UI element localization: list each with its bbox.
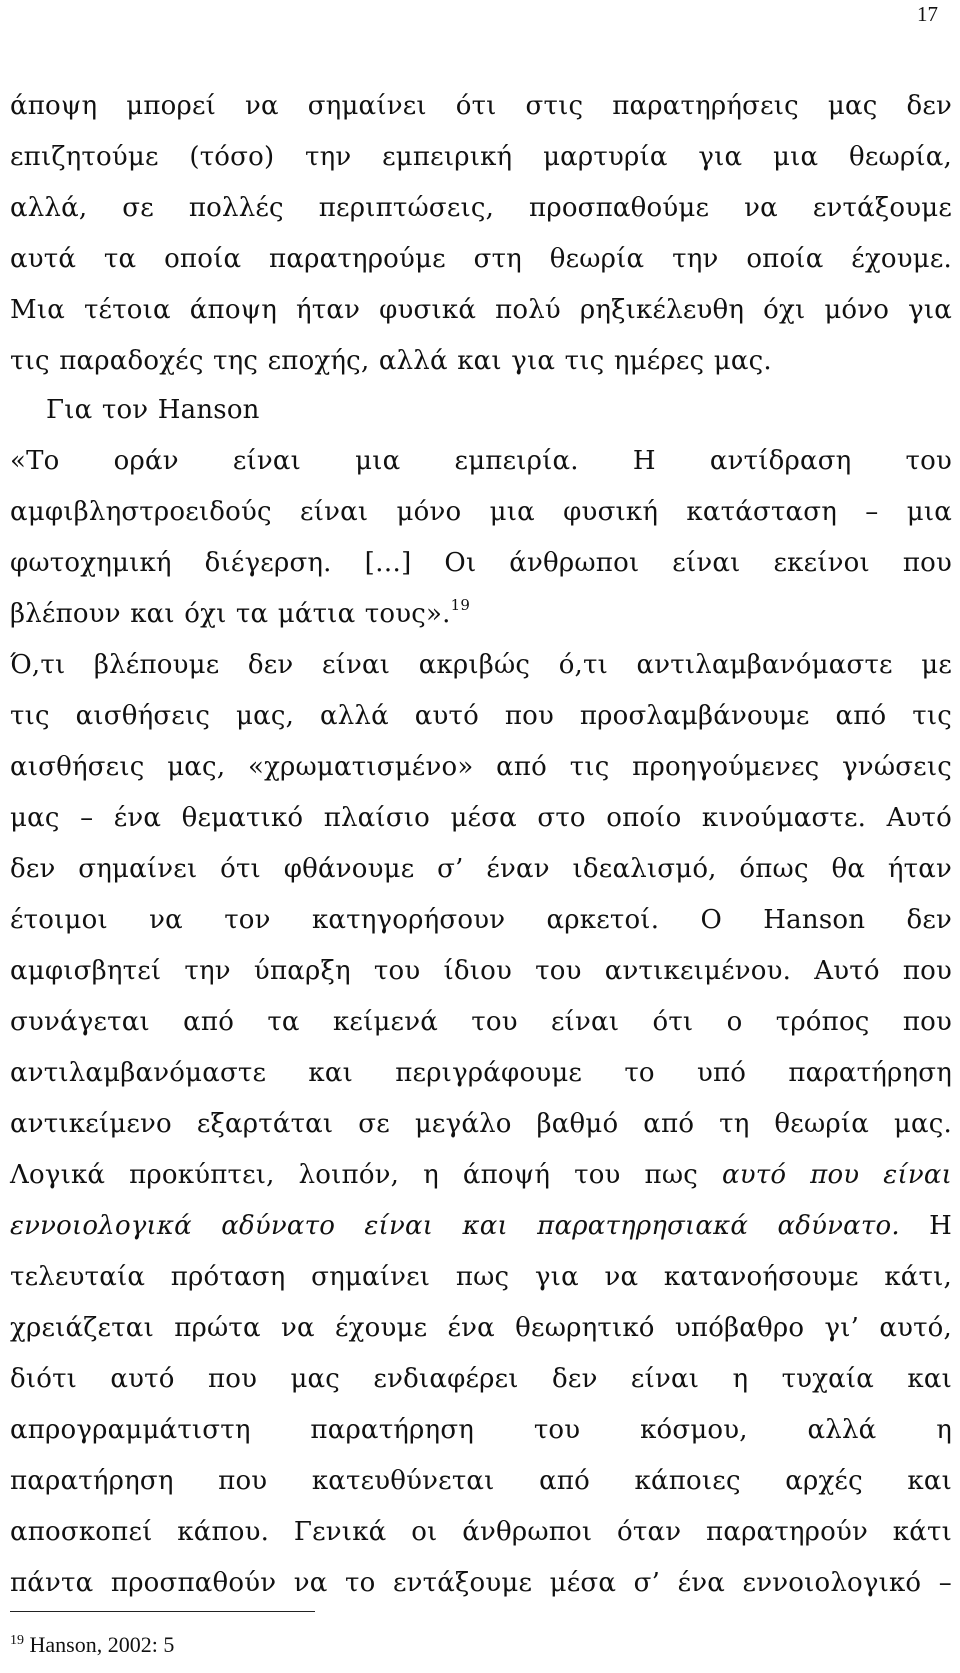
text-line: αισθήσεις μας, «χρωματισμένο» από τις προηγούμενες γνώσεις xyxy=(10,752,952,782)
text-line: τελευταία πρόταση σημαίνει πως για να κατανοήσουμε κάτι, xyxy=(10,1262,952,1292)
text-line: τις παραδοχές της εποχής, αλλά και για τις ημέρες μας. xyxy=(10,346,772,376)
text-line: έτοιμοι να τον κατηγορήσουν αρκετοί. Ο Hanson δεν xyxy=(10,905,952,935)
text-line-mixed xyxy=(10,1150,952,1201)
italic-text: αυτό που είναι xyxy=(721,1160,952,1190)
text-line: αντιλαμβανόμαστε και περιγράφουμε το υπό παρατήρηση xyxy=(10,1058,952,1088)
footnote-text: Hanson, 2002: 5 xyxy=(29,1632,175,1657)
section-heading: Για τον Hanson xyxy=(46,395,260,425)
text-line: αλλά, σε πολλές περιπτώσεις, προσπαθούμε να εντάξουμε xyxy=(10,193,952,223)
text-line: άποψη μπορεί να σημαίνει ότι στις παρατηρήσεις μας δεν xyxy=(10,91,952,121)
plain-text: Η xyxy=(899,1211,952,1241)
quote-line: αμφιβληστροειδούς είναι μόνο μια φυσική κατάσταση – μια xyxy=(10,497,952,527)
text-line: χρειάζεται πρώτα να έχουμε ένα θεωρητικό υπόβαθρο γι’ αυτό, xyxy=(10,1313,952,1343)
footnote xyxy=(10,1630,174,1660)
text-line: αυτά τα οποία παρατηρούμε στη θεωρία την οποία έχουμε. xyxy=(10,244,952,274)
text-line: πάντα προσπαθούν να το εντάξουμε μέσα σ’ ένα εννοιολογικό – xyxy=(10,1568,952,1598)
quote-line: φωτοχημική διέγερση. […] Οι άνθρωποι είναι εκείνοι που xyxy=(10,548,952,578)
block-quote xyxy=(10,436,952,640)
footnote-number: 19 xyxy=(10,1633,24,1648)
footnote-divider xyxy=(10,1611,315,1612)
text-line: Ό,τι βλέπουμε δεν είναι ακριβώς ό,τι αντιλαμβανόμαστε με xyxy=(10,650,952,680)
text-line: αντικείμενο εξαρτάται σε μεγάλο βαθμό από τη θεωρία μας. xyxy=(10,1109,952,1139)
text-line: αποσκοπεί κάπου. Γενικά οι άνθρωποι όταν παρατηρούν κάτι xyxy=(10,1517,952,1547)
text-line: δεν σημαίνει ότι φθάνουμε σ’ έναν ιδεαλισμό, όπως θα ήταν xyxy=(10,854,952,884)
text-line: Μια τέτοια άποψη ήταν φυσικά πολύ ρηξικέλευθη όχι μόνο για xyxy=(10,295,952,325)
quote-line-last xyxy=(10,589,952,640)
plain-text: Λογικά προκύπτει, λοιπόν, η άποψή του πως xyxy=(10,1160,722,1190)
footnote-reference[interactable]: 19 xyxy=(450,596,471,614)
quote-text: βλέπουν και όχι τα μάτια τους». xyxy=(10,599,451,629)
italic-text: εννοιολογικά αδύνατο είναι και παρατηρησιακά αδύνατο. xyxy=(10,1211,900,1241)
text-line: τις αισθήσεις μας, αλλά αυτό που προσλαμβάνουμε από τις xyxy=(10,701,952,731)
text-line: παρατήρηση που κατευθύνεται από κάποιες αρχές και xyxy=(10,1466,952,1496)
text-line: απρογραμμάτιστη παρατήρηση του κόσμου, αλλά η xyxy=(10,1415,952,1445)
text-line: επιζητούμε (τόσο) την εμπειρική μαρτυρία για μια θεωρία, xyxy=(10,142,952,172)
text-line-mixed xyxy=(10,1201,952,1252)
text-line: αμφισβητεί την ύπαρξη του ίδιου του αντικειμένου. Αυτό που xyxy=(10,956,952,986)
text-line: διότι αυτό που μας ενδιαφέρει δεν είναι η τυχαία και xyxy=(10,1364,952,1394)
text-line: συνάγεται από τα κείμενά του είναι ότι ο τρόπος που xyxy=(10,1007,952,1037)
text-line: μας – ένα θεματικό πλαίσιο μέσα στο οποίο κινούμαστε. Αυτό xyxy=(10,803,952,833)
paragraph-1 xyxy=(10,81,952,387)
quote-line: «Το οράν είναι μια εμπειρία. Η αντίδραση του xyxy=(10,446,952,476)
paragraph-2 xyxy=(10,640,952,1609)
page-number: 17 xyxy=(917,2,938,26)
